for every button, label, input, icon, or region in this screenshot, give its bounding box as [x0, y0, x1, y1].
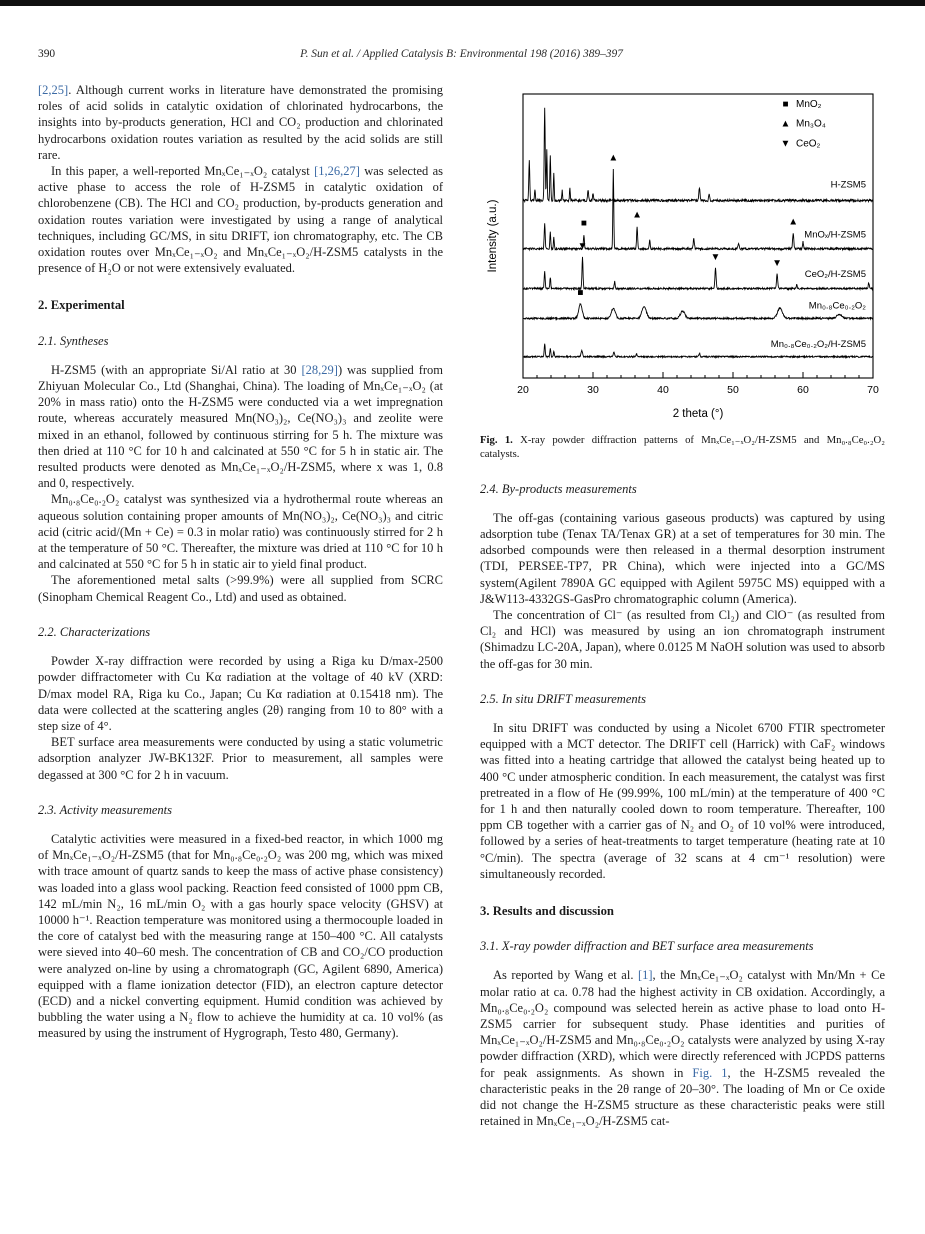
top-border: [0, 0, 925, 6]
page-number: 390: [38, 48, 56, 60]
subsection-heading: 3.1. X-ray powder diffraction and BET surface area measurements: [480, 939, 814, 954]
legend-label: Mn₃O₄: [795, 118, 826, 130]
curve-label: CeO₂/H-ZSM5: [804, 269, 866, 281]
paragraph: [480, 720, 885, 882]
section-heading: 3. Results and discussion: [480, 904, 614, 919]
right-column: [480, 82, 885, 1130]
text-run: BET surface area measurements were conducted by using a static volumetric adsorption analyzer JW-BK132F. Prior to measurement, all samples were degassed at 300 °C for 2 h in vacuum.: [38, 735, 443, 782]
text-run: The off-gas (containing various gaseous products) was captured by using adsorption tube (Tenax TA/Tenax GR) at a set of temperatures for 30 min. The adsorbed compounds were then released in a thermal desorption instrument (TDI, PERSEE-TP7, PR China), which were injected into a GC/MS system(Agilent 7890A GC equipped with Agilent 5975C MS) equipped with a J&W113-4332GS-GasPro chromatographic column (America).: [480, 510, 885, 606]
subsection-heading: 2.2. Characterizations: [38, 624, 151, 639]
text-run: Fig. 1.: [480, 434, 513, 446]
legend-label: CeO₂: [795, 138, 820, 150]
subsection-heading: 2.3. Activity measurements: [38, 802, 172, 817]
paragraph: [38, 362, 443, 492]
text-run: The aforementioned metal salts (>99.9%) were all supplied from SCRC (Sinopham Chemical Reagent Co., Ltd) and used as obtained.: [38, 573, 443, 604]
legend-label: MnO₂: [795, 98, 822, 110]
text-run: , the MnₓCe₁₋ₓO₂ catalyst with Mn/Mn + Ce molar ratio at ca. 0.78 had the highest activity in CB oxidation. Accordingly, a Mn₀.₈Ce₀.₂O₂ compound was selected herein as active phase to load onto H-ZSM5 carrier for subsequent study. Phase identities and purities of MnₓCe₁₋ₓO₂/H-ZSM5 and Mn₀.₈Ce₀.₂O₂ catalysts were analyzed by using X-ray powder diffraction (XRD), which were directly referenced with JCPDS patterns for peak assignments. As shown in: [480, 968, 885, 1080]
text-run: In situ DRIFT was conducted by using a Nicolet 6700 FTIR spectrometer equipped with a MCT detector. The DRIFT cell (Harrick) with CaF₂ windows was fitted into a heating cartridge that allowed the catalyst being heated up to 400 °C under atmospheric condition. In each measurement, the catalyst was first pretreated in a flow of He (99.99%, 100 mL/min) at the temperature of 400 °C for 1 h and then naturally cooled down to room temperature. Thereafter, 100 ppm CB together with a carrier gas of N₂ and O₂ of 10 vol% were introduced, followed by a series of heat-treatments to target temperature (heating rate at 10 °C/min). The spectra (average of 32 scans at 4 cm⁻¹ resolution) were simultaneously recorded.: [480, 721, 885, 881]
text-run: In this paper, a well-reported MnₓCe₁₋ₓO₂ catalyst: [51, 164, 315, 179]
left-column: [38, 82, 443, 1130]
page-header: [38, 48, 885, 66]
citation-link[interactable]: [28,29]: [301, 362, 338, 377]
curve-label: H-ZSM5: [830, 179, 866, 191]
paragraph: [480, 607, 885, 672]
text-run: . Although current works in literature have demonstrated the promising roles of acid solids in catalytic oxidation of chlorinated hydrocarbons, the insights into by-products generation, HCl and CO₂ production and chlorinated hydrocarbons oxidation routes variation as resulted by the acid solids are still rare.: [38, 83, 443, 162]
section-heading: 2. Experimental: [38, 298, 125, 313]
text-run: ) was supplied from Zhiyuan Molecular Co., Ltd (Shanghai, China). The loading of MnₓCe₁₋ₓO₂ (at 20% in mass ratio) onto the H-ZSM5 were conducted via a wet impregnation route, whereas accurately measured Mn(NO₃)₂, Ce(NO₃)₃ and zeolite were mixed in an ethanol, followed by continuous stirring for 5 h. The mixture was then dried at 110 °C for 10 h and calcinated at 550 °C for 5 h in static air. The resulted products were denoted as MnₓCe₁₋ₓO₂/H-ZSM5, where x was 1, 0.8 and 0, respectively.: [38, 362, 443, 491]
citation-link[interactable]: [1,26,27]: [314, 164, 360, 179]
legend-marker-icon: ▼: [780, 138, 790, 150]
paragraph: [480, 967, 885, 1129]
phase-marker-icon: ▼: [771, 257, 782, 269]
phase-marker-icon: ▲: [631, 209, 642, 221]
citation-link[interactable]: [2,25]: [38, 83, 69, 97]
paragraph: [38, 572, 443, 604]
figure-1: [480, 84, 885, 462]
text-run: Mn₀.₈Ce₀.₂O₂ catalyst was synthesized via a hydrothermal route whereas an aqueous solution containing proper amounts of Mn(NO₃)₂, Ce(NO₃)₃ and citric acid (citric acid/(Mn + Ce) = 0.3 in molar ratio) was continuously stirred for 2 h at the temperature of 50 °C. Thereafter, the mixture was dried at 110 °C for 10 h and calcinated at 550 °C for 5 h in static air to yield final product.: [38, 492, 443, 572]
curve-label: MnOₓ/H-ZSM5: [803, 229, 866, 241]
curve-label: Mn₀.₈Ce₀.₂O₂: [808, 300, 866, 312]
legend-marker-icon: ■: [781, 98, 789, 110]
running-head: P. Sun et al. / Applied Catalysis B: Environmental 198 (2016) 389–397: [300, 48, 623, 60]
phase-marker-icon: ▼: [577, 240, 587, 252]
paragraph: [38, 163, 443, 276]
y-axis-label: Intensity (a.u.): [486, 199, 499, 273]
text-run: X-ray powder diffraction patterns of MnₓCe₁₋ₓO₂/H-ZSM5 and Mn₀.₈Ce₀.₂O₂ catalysts.: [480, 434, 886, 460]
paragraph: [38, 831, 443, 1042]
curve-label: Mn₀.₈Ce₀.₂O₂/H-ZSM5: [770, 338, 866, 350]
x-axis-label: 2 theta (°): [672, 408, 723, 420]
phase-marker-icon: ▲: [787, 216, 798, 228]
right-column-text: [480, 481, 885, 1130]
phase-marker-icon: ■: [576, 287, 583, 299]
paragraph: [38, 82, 443, 163]
text-run: Catalytic activities were measured in a fixed-bed reactor, in which 1000 mg of MnₓCe₁₋ₓO₂/H-ZSM5 (that for Mn₀.₈Ce₀.₂O₂ was 200 mg, which was mixed with trace amount of quartz sands to keep the mass of active phase consistency) was loaded into a glass wool packing. Reaction feed consisted of 1000 ppm CB, 142 mL/min N₂, 16 mL/min O₂ with a gas hourly space velocity (GHSV) at 10000 h⁻¹. Reaction temperature was monitored using a thermocouple loaded in the core of catalyst bed with the measuring range at 150–400 °C. All catalysts were sieved into 40–60 mesh. The concentration of CB and CO₂/CO production were analyzed on-line by using a chromatograph (GC, Agilent 6890, America) equipped with a flame ionization detector (FID), an electron capture detector (ECD) and a nickel converting equipment. Humid condition was achieved by bubbling the water using a N₂ flow to achieve the humidity at ca. 10 vol% (as measured by using the instrument of Hygrograph, Testo 480, Germany).: [38, 831, 443, 1041]
x-tick-label: 30: [586, 384, 599, 396]
text-run: As reported by Wang et al.: [493, 968, 638, 983]
text-run: Powder X-ray diffraction were recorded by using a Riga ku D/max-2500 powder diffractometer with Cu Kα radiation at the voltage of 40 kV (XRD: D/max model RA, Riga ku Co., Japan; Cu Kα radiation at 0.15418 nm). The data were collected at the scattering angles (2θ) ranging from 10 to 80° with a step size of 4°.: [38, 654, 443, 733]
text-run: , the H-ZSM5 revealed the characteristic peaks in the 2θ range of 20–30°. The loading of Mn or Ce oxide did not change the H-ZSM5 structure as these characteristic peaks were still retained in MnₓCe₁₋ₓO₂/H-ZSM5 cat-: [480, 1065, 885, 1129]
legend-marker-icon: ▲: [780, 118, 790, 130]
citation-link[interactable]: Fig. 1: [692, 1065, 728, 1080]
x-tick-label: 40: [656, 384, 669, 396]
phase-marker-icon: ▲: [607, 152, 618, 164]
x-tick-label: 60: [796, 384, 809, 396]
phase-marker-icon: ▼: [710, 252, 720, 264]
phase-marker-icon: ■: [580, 218, 587, 230]
paragraph: [480, 510, 885, 607]
subsection-heading: 2.5. In situ DRIFT measurements: [480, 691, 646, 706]
two-column-body: [38, 82, 885, 1130]
paragraph: [38, 653, 443, 734]
paragraph: [38, 734, 443, 783]
x-tick-label: 70: [866, 384, 879, 396]
text-run: H-ZSM5 (with an appropriate Si/Al ratio at 30: [51, 362, 302, 377]
x-tick-label: 50: [726, 384, 739, 396]
subsection-heading: 2.1. Syntheses: [38, 333, 109, 348]
subsection-heading: 2.4. By-products measurements: [480, 481, 637, 496]
figure-1-caption: [480, 434, 885, 462]
x-tick-label: 20: [516, 384, 529, 396]
text-run: The concentration of Cl⁻ (as resulted from Cl₂) and ClO⁻ (as resulted from Cl₂ and HCl) was measured by using an ion chromatograph instrument (Shimadzu LC-20A, Japan), where 0.0125 M NaOH solution was used to absorb the off-gas for 30 min.: [480, 608, 885, 671]
text-run: was selected as active phase to access the role of H-ZSM5 in catalytic oxidation of chlorobenzene (CB). The HCl and CO₂ production, by-products generation and oxidation routes variation were investigated by using a range of analytical techniques, including GC/MS, in situ DRIFT, ion chromatography, etc. The CB oxidation routes over MnₓCe₁₋ₓO₂ and MnₓCe₁₋ₓO₂/H-ZSM5 catalysts in the presence of H₂O or not were extensively evaluated.: [38, 164, 443, 276]
paragraph: [38, 491, 443, 572]
citation-link[interactable]: [1]: [637, 968, 653, 983]
figure-1-xrd-chart: [483, 84, 883, 424]
